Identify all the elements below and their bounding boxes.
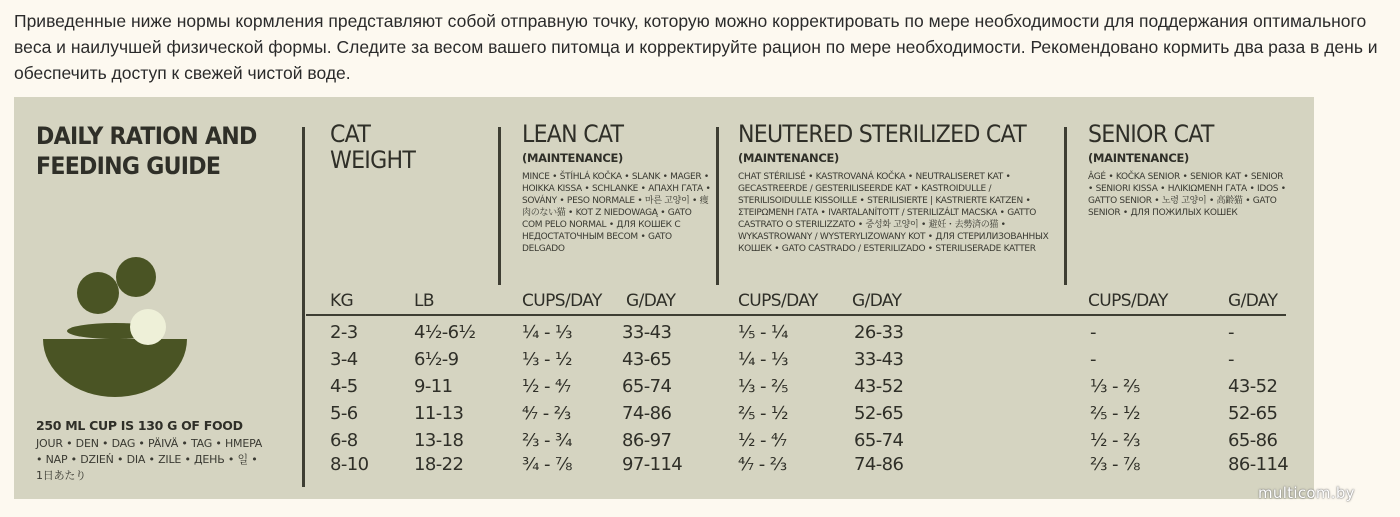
- senior-cups-cell: -: [1090, 322, 1096, 343]
- lean-grams-cell: 65-74: [622, 376, 672, 397]
- guide-title-line2: FEEDING GUIDE: [36, 152, 221, 180]
- lean-grams-cell: 74-86: [622, 403, 672, 424]
- neutered-grams-cell: 33-43: [854, 349, 904, 370]
- neutered-grams-header: G/DAY: [852, 291, 902, 311]
- lb-cell: 13-18: [414, 430, 464, 451]
- lean-cups-cell: ¼ - ⅓: [522, 322, 572, 343]
- lean-cups-cell: ⅔ - ¾: [522, 430, 572, 451]
- kg-cell: 3-4: [330, 349, 358, 370]
- senior-grams-cell: 86-114: [1228, 454, 1289, 475]
- lean-cups-header: CUPS/DAY: [522, 291, 602, 311]
- lean-cups-cell: ½ - ⁴⁄₇: [522, 376, 571, 397]
- lean-cups-cell: ⁴⁄₇ - ⅔: [522, 403, 571, 424]
- neutered-cups-cell: ⅖ - ½: [738, 403, 788, 424]
- kg-header: KG: [330, 291, 354, 311]
- kg-cell: 4-5: [330, 376, 358, 397]
- senior-cat-languages: ÂGÉ • KOČKA SENIOR • SENIOR KAT • SENIOR • SENIORI KISSA • ΗΛΙΚΙΩΜΕΝΗ ΓΑΤΑ • IDOS • GATTO SENIOR • 노령 고양이 • 高齢猫 • GATO SENIOR • ДЛЯ ПОЖИЛЫХ КОШЕК: [1088, 172, 1286, 218]
- senior-grams-cell: -: [1228, 349, 1234, 370]
- column-divider: [716, 127, 719, 285]
- neutered-cat-subtitle: (MAINTENANCE): [738, 151, 840, 165]
- cat-weight-line1: CAT: [330, 120, 371, 148]
- lb-cell: 9-11: [414, 376, 453, 397]
- neutered-cups-cell: ⅓ - ⅖: [738, 376, 788, 397]
- cat-weight-line2: WEIGHT: [330, 146, 416, 174]
- lb-cell: 18-22: [414, 454, 464, 475]
- neutered-cat-title: NEUTERED STERILIZED CAT: [738, 120, 1026, 148]
- feeding-guide-image: [14, 97, 1314, 499]
- lb-header: LB: [414, 291, 434, 311]
- senior-grams-cell: 52-65: [1228, 403, 1278, 424]
- senior-cups-cell: ⅖ - ½: [1090, 403, 1140, 424]
- neutered-cups-cell: ⁴⁄₇ - ⅔: [738, 454, 787, 475]
- kg-cell: 5-6: [330, 403, 358, 424]
- neutered-cups-cell: ⅕ - ¼: [738, 322, 788, 343]
- watermark: multicom.by: [1258, 484, 1355, 502]
- cup-note: 250 ML CUP IS 130 G OF FOOD: [36, 418, 243, 433]
- neutered-cups-cell: ½ - ⁴⁄₇: [738, 430, 787, 451]
- intro-text: [14, 8, 1384, 86]
- kg-cell: 6-8: [330, 430, 358, 451]
- header-rule: [306, 314, 1286, 316]
- lb-cell: 4½-6½: [414, 322, 476, 343]
- senior-cups-cell: -: [1090, 349, 1096, 370]
- lb-cell: 11-13: [414, 403, 464, 424]
- senior-cat-subtitle: (MAINTENANCE): [1088, 151, 1190, 165]
- neutered-cups-header: CUPS/DAY: [738, 291, 818, 311]
- kg-cell: 8-10: [330, 454, 369, 475]
- column-divider: [302, 127, 305, 487]
- lean-cat-title: LEAN CAT: [522, 120, 624, 148]
- day-words: JOUR • DEN • DAG • PÄIVÄ • TAG • HMEPA • NAP • DZIEŃ • DIA • ZILE • ДЕНЬ • 일 • 1日あたり: [36, 437, 263, 482]
- senior-cat-title: SENIOR CAT: [1088, 120, 1214, 148]
- neutered-grams-cell: 65-74: [854, 430, 904, 451]
- bowl-with-kibble-icon: [40, 247, 190, 399]
- lean-grams-cell: 43-65: [622, 349, 672, 370]
- lean-cups-cell: ⅓ - ½: [522, 349, 572, 370]
- lean-grams-cell: 97-114: [622, 454, 683, 475]
- senior-grams-header: G/DAY: [1228, 291, 1278, 311]
- neutered-grams-cell: 26-33: [854, 322, 904, 343]
- neutered-cups-cell: ¼ - ⅓: [738, 349, 788, 370]
- lean-cat-subtitle: (MAINTENANCE): [522, 151, 624, 165]
- lean-cups-cell: ¾ - ⅞: [522, 454, 572, 475]
- neutered-cat-languages: CHAT STÉRILISÉ • KASTROVANÁ KOČKA • NEUTRALISERET KAT • GECASTREERDE / GESTERILISEERDE KAT • KASTROIDULLE / STERILISOIDULLE KISSOILLE • STERILISIERTE | KASTRIERTE KATZEN • ΣΤΕΙΡΩΜΕΝΗ ΓΑΤΑ • IVARTALANÍTOTT / STERILIZÁLT MACSKA • GATTO CASTRATO O STERILIZZATO • 중성화 고양이 • 避妊・去勢済の猫 • WYKASTROWANY / WYSTERYLIZOWANY KOT • ДЛЯ СТЕРИЛИЗОВАННЫХ КОШЕК • GATO CASTRADO / ESTERILIZADO • STERILISERADE KATTER: [738, 172, 1049, 254]
- kg-cell: 2-3: [330, 322, 358, 343]
- lb-cell: 6½-9: [414, 349, 459, 370]
- senior-grams-cell: 43-52: [1228, 376, 1278, 397]
- senior-cups-cell: ½ - ⅔: [1090, 430, 1140, 451]
- column-divider: [1064, 127, 1067, 285]
- senior-cups-cell: ⅔ - ⅞: [1090, 454, 1140, 475]
- neutered-grams-cell: 52-65: [854, 403, 904, 424]
- senior-cups-header: CUPS/DAY: [1088, 291, 1168, 311]
- intro-paragraph: Приведенные ниже нормы кормления представляют собой отправную точку, которую можно корректировать по мере необходимости для поддержания оптимального веса и наилучшей физической формы. Следите за весом вашего питомца и корректируйте рацион по мере необходимости. Рекомендовано кормить два раза в день и обеспечить доступ к свежей чистой воде.: [14, 11, 1378, 83]
- guide-title-line1: DAILY RATION AND: [36, 122, 257, 150]
- senior-grams-cell: 65-86: [1228, 430, 1278, 451]
- neutered-grams-cell: 43-52: [854, 376, 904, 397]
- senior-cups-cell: ⅓ - ⅖: [1090, 376, 1140, 397]
- lean-grams-header: G/DAY: [626, 291, 676, 311]
- neutered-grams-cell: 74-86: [854, 454, 904, 475]
- senior-grams-cell: -: [1228, 322, 1234, 343]
- lean-grams-cell: 33-43: [622, 322, 672, 343]
- lean-grams-cell: 86-97: [622, 430, 672, 451]
- column-divider: [498, 127, 501, 285]
- lean-cat-languages: MINCE • ŠTÍHLÁ KOČKA • SLANK • MAGER • HOIKKA KISSA • SCHLANKE • ΑΠΑΧΗ ΓΑΤΑ • SOVÁNY • PESO NORMALE • 마른 고양이 • 痩肉のない猫 • KOT Z NIEDOWAGĄ • GATO COM PELO NORMAL • ДЛЯ КОШЕК С НЕДОСТАТОЧНЫМ ВЕСОМ • GATO DELGADO: [522, 172, 711, 254]
